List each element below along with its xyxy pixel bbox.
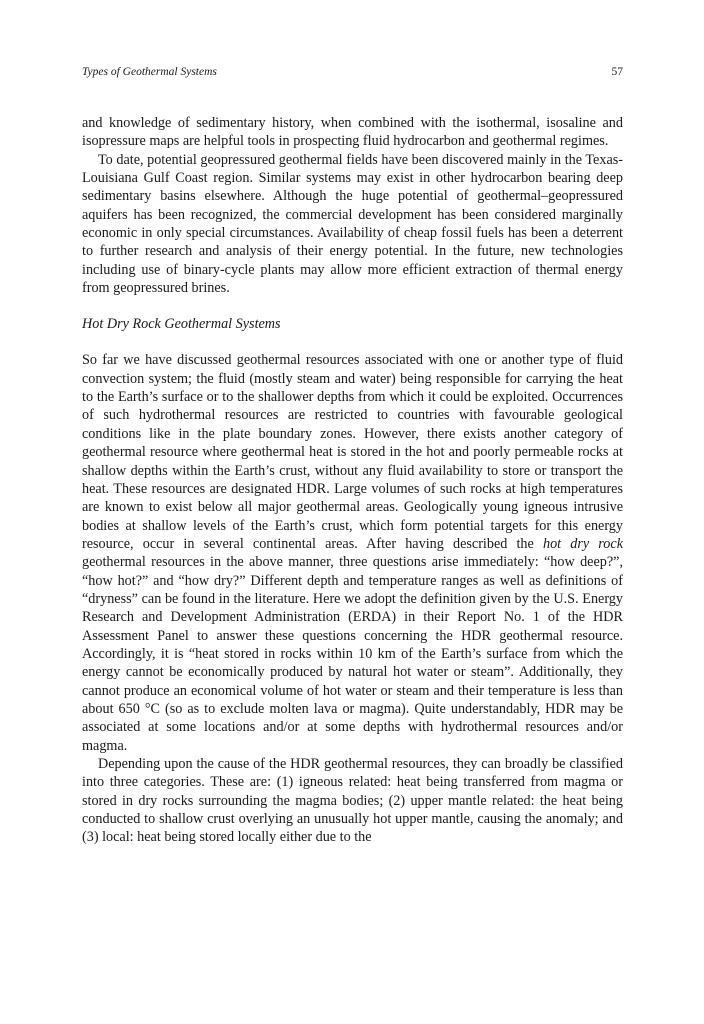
paragraph-hdr-definition: [82, 351, 623, 755]
hdr-text-part-2: geothermal resources in the above manner, three questions arise immediately: “how deep?”, “how hot?” and “how dry?” Different depth and temperature ranges as well as definitions of “dryness” can be found in the literature. Here we adopt the definition given by the U.S. Energy Research and Development Administration (ERDA) in their Report No. 1 of the HDR Assessment Panel to answer these questions concerning the HDR geothermal resource. Accordingly, it is “heat stored in rocks within 10 km of the Earth’s surface from which the energy cannot be economically produced by natural hot water or steam”. Additionally, they cannot produce an economical volume of hot water or steam and their temperature is less than about 650 °C (so as to exclude molten lava or magma). Quite understandably, HDR may be associated at some locations and/or at some depths with hydrothermal resources and/or magma.: [82, 554, 623, 754]
running-title: Types of Geothermal Systems: [82, 66, 217, 78]
paragraph-continuation: and knowledge of sedimentary history, when combined with the isothermal, isosaline and isopressure maps are helpful tools in prospecting fluid hydrocarbon and geothermal regimes.: [82, 115, 623, 150]
hdr-text-part-1: So far we have discussed geothermal resources associated with one or another type of fluid convection system; the fluid (mostly steam and water) being responsible for carrying the heat to the Earth’s surface or to the shallower depths from which it could be exploited. Occurrences of such hydrothermal resources are restricted to countries with favourable geological conditions like in the plate boundary zones. However, there exists another category of geothermal resource where geothermal heat is stored in the hot and poorly permeable rocks at shallow depths within the Earth’s crust, without any fluid availability to store or transport the heat. These resources are designated HDR. Large volumes of such rocks at high temperatures are known to exist below all major geothermal areas. Geologically young igneous intrusive bodies at shallow levels of the Earth’s crust, which form potential targets for this energy resource, occur in several continental areas. After having described the: [82, 352, 623, 552]
section-heading: Hot Dry Rock Geothermal Systems: [82, 316, 281, 333]
paragraph-hdr-categories: Depending upon the cause of the HDR geothermal resources, they can broadly be classified into three categories. These are: (1) igneous related: heat being transferred from magma or stored in dry rocks surrounding the magma bodies; (2) upper mantle related: the heat being conducted to shallow crust overlying an unusually hot upper mantle, causing the anomaly; and (3) local: heat being stored locally either due to the: [82, 756, 623, 846]
body-text: [82, 114, 623, 847]
running-header: [82, 66, 623, 84]
hdr-italic-term: hot dry rock: [542, 535, 623, 552]
page: [82, 66, 623, 847]
paragraph-geopressured-fields: To date, potential geopressured geothermal fields have been discovered mainly in the Texas-Louisiana Gulf Coast region. Similar systems may exist in other hydrocarbon bearing deep sedimentary basins elsewhere. Although the huge potential of geothermal–geopressured aquifers has been recognized, the commercial development has been considered marginally economic in only special circumstances. Availability of cheap fossil fuels has been a deterrent to further research and analysis of their energy potential. In the future, new technologies including use of binary-cycle plants may allow more efficient extraction of thermal energy from geopressured brines.: [82, 151, 623, 297]
page-number: 57: [611, 66, 623, 78]
